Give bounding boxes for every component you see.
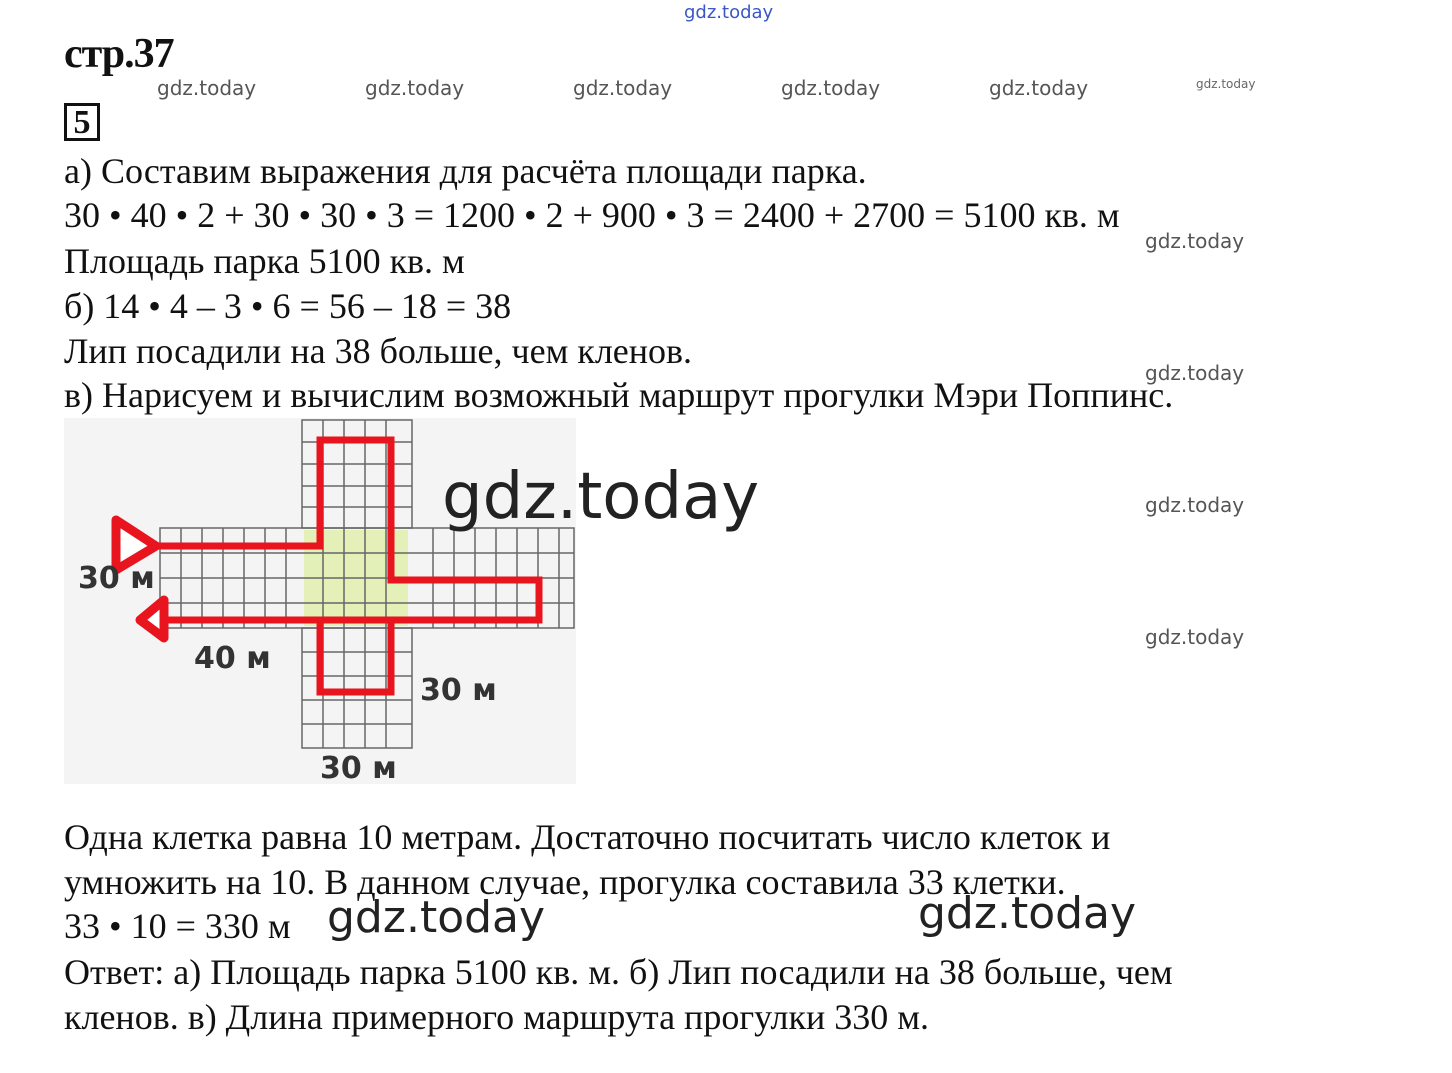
answer-line-1: Ответ: а) Площадь парка 5100 кв. м. б) Лип посадили на 38 больше, чем [64, 952, 1173, 992]
label-left-30m: 30 м [78, 561, 155, 596]
solution-a-intro: а) Составим выражения для расчёта площади парка. [64, 151, 867, 191]
answer-line-2: кленов. в) Длина примерного маршрута прогулки 330 м. [64, 997, 930, 1037]
watermark-right-1: gdz.today [1145, 229, 1245, 253]
task-number-badge: 5 [64, 103, 100, 141]
watermark-right-3: gdz.today [1145, 493, 1245, 517]
solution-c-calc: 33 • 10 = 330 м [64, 906, 291, 946]
solution-b-result: Лип посадили на 38 больше, чем кленов. [64, 331, 693, 371]
solution-a-expression: 30 • 40 • 2 + 30 • 30 • 3 = 1200 • 2 + 900 • 3 = 2400 + 2700 = 5100 кв. м [64, 195, 1120, 235]
solution-b-expression: б) 14 • 4 – 3 • 6 = 56 – 18 = 38 [64, 286, 512, 326]
watermark-bottom-left: gdz.today [327, 892, 546, 943]
watermark-bottom-right: gdz.today [918, 888, 1137, 939]
watermark-right-2: gdz.today [1145, 361, 1245, 385]
watermark-right-4: gdz.today [1145, 625, 1245, 649]
watermark-row-3: gdz.today [573, 76, 673, 100]
solution-c-text-2: умножить на 10. В данном случае, прогулка составила 33 клетки. [64, 862, 1066, 902]
watermark-row-1: gdz.today [157, 76, 257, 100]
page-title: стр.37 [64, 31, 174, 77]
label-left-arm-40m: 40 м [194, 641, 271, 676]
solution-a-result: Площадь парка 5100 кв. м [64, 241, 465, 281]
watermark-row-2: gdz.today [365, 76, 465, 100]
solution-c-intro: в) Нарисуем и вычислим возможный маршрут прогулки Мэри Поппинс. [64, 375, 1174, 415]
label-bottom-right-30m: 30 м [420, 673, 497, 708]
label-bottom-30m: 30 м [320, 751, 397, 784]
solution-c-text-1: Одна клетка равна 10 метрам. Достаточно посчитать число клеток и [64, 817, 1111, 857]
watermark-tiny: gdz.today [1196, 77, 1256, 91]
watermark-top: gdz.today [684, 2, 774, 23]
watermark-row-5: gdz.today [989, 76, 1089, 100]
watermark-large: gdz.today [442, 460, 760, 534]
watermark-row-4: gdz.today [781, 76, 881, 100]
